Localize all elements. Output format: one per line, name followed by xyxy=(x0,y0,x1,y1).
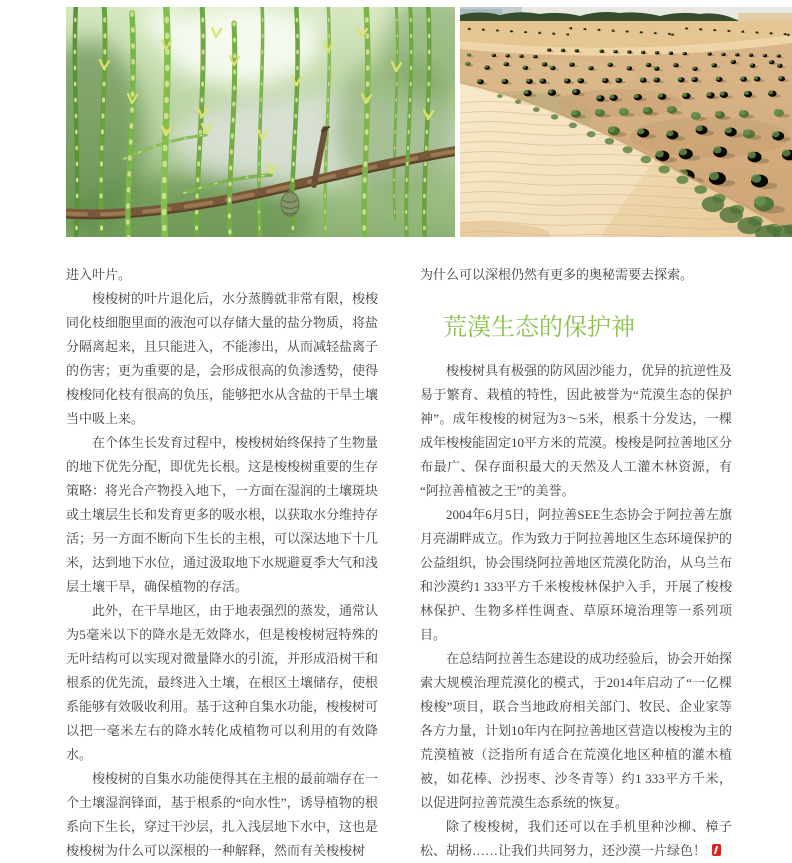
haloxylon-closeup-illustration xyxy=(66,7,455,237)
paragraph: 在总结阿拉善生态建设的成功经验后，协会开始探索大规模治理荒漠化的模式，于2014年启动了“一亿棵梭梭”项目，联合当地政府相关部门、牧民、企业家等各方力量，计划10年内在阿拉善地区营造以梭梭为主的荒漠植被（泛指所有适合在荒漠化地区种植的灌木植被，如花棒、沙拐枣、沙冬青等）约1 333平方千米，以促进阿拉善荒漠生态系统的恢复。 xyxy=(420,647,732,815)
paragraph: 梭梭树具有极强的防风固沙能力，优异的抗逆性及易于繁育、栽植的特性，因此被誉为“荒漠生态的保护神”。成年梭梭的树冠为3～5米，根系十分发达，一棵成年梭梭能固定10平方米的荒漠。梭梭是阿拉善地区分布最广、保存面积最大的天然及人工灌木林资源，有“阿拉善植被之王”的美誉。 xyxy=(420,359,732,503)
paragraph-continuation: 进入叶片。 xyxy=(66,263,378,287)
photo-haloxylon-branches xyxy=(66,7,455,237)
paragraph-continuation: 为什么可以深根仍然有更多的奥秘需要去探索。 xyxy=(420,263,732,287)
article-left-column xyxy=(66,263,378,863)
paragraph: 2004年6月5日，阿拉善SEE生态协会于阿拉善左旗月亮湖畔成立。作为致力于阿拉善地区生态环境保护的公益组织，协会围绕阿拉善地区荒漠化防治，从乌兰布和沙漠约1 333平方千米梭梭林保护入手，开展了梭梭林保护、生物多样性调查、草原环境治理等一系列项目。 xyxy=(420,503,732,647)
paragraph: 此外，在干旱地区，由于地表强烈的蒸发，通常认为5毫米以下的降水是无效降水，但是梭梭树冠特殊的无叶结构可以实现对微量降水的引流，并形成沿树干和根系的优先流，最终进入土壤，在根区土壤储存，使根系能够有效吸收利用。基于这种自集水功能，梭梭树可以把一毫米左右的降水转化成植物可以利用的有效降水。 xyxy=(66,599,378,767)
paragraph-last xyxy=(420,815,732,863)
article-right-column xyxy=(420,263,732,863)
paragraph: 在个体生长发育过程中，梭梭树始终保持了生物量的地下优先分配，即优先长根。这是梭梭树重要的生存策略：将光合产物投入地下，一方面在湿润的土壤斑块或土壤层生长和发育更多的吸水根，以获取水分维持存活；另一方面不断向下生长的主根，可以深达地下十几米，达到地下水位，通过汲取地下水规避夏季大气和浅层土壤干旱，确保植物的存活。 xyxy=(66,431,378,599)
paragraph: 梭梭树的自集水功能使得其在主根的最前端存在一个土壤湿润锋面，基于根系的“向水性”，诱导植物的根系向下生长，穿过干沙层，扎入浅层地下水中，这也是梭梭树为什么可以深根的一种解释，然而有关梭梭树 xyxy=(66,767,378,863)
photo-desert-plantation xyxy=(460,7,792,237)
paragraph-text: 除了梭梭树，我们还可以在手机里种沙柳、樟子松、胡杨……让我们共同努力，还沙漠一片绿色！ xyxy=(420,819,732,858)
desert-dune-illustration xyxy=(460,7,792,237)
paragraph: 梭梭树的叶片退化后，水分蒸腾就非常有限，梭梭同化枝细胞里面的液泡可以存储大量的盐分物质，将盐分隔离起来，且只能进入，不能渗出，从而减轻盐离子的伤害；更为重要的是，会形成很高的负渗透势，使得梭梭同化枝有很高的负压，能够把水从含盐的干旱土壤当中吸上来。 xyxy=(66,287,378,431)
section-heading: 荒漠生态的保护神 xyxy=(443,314,732,342)
